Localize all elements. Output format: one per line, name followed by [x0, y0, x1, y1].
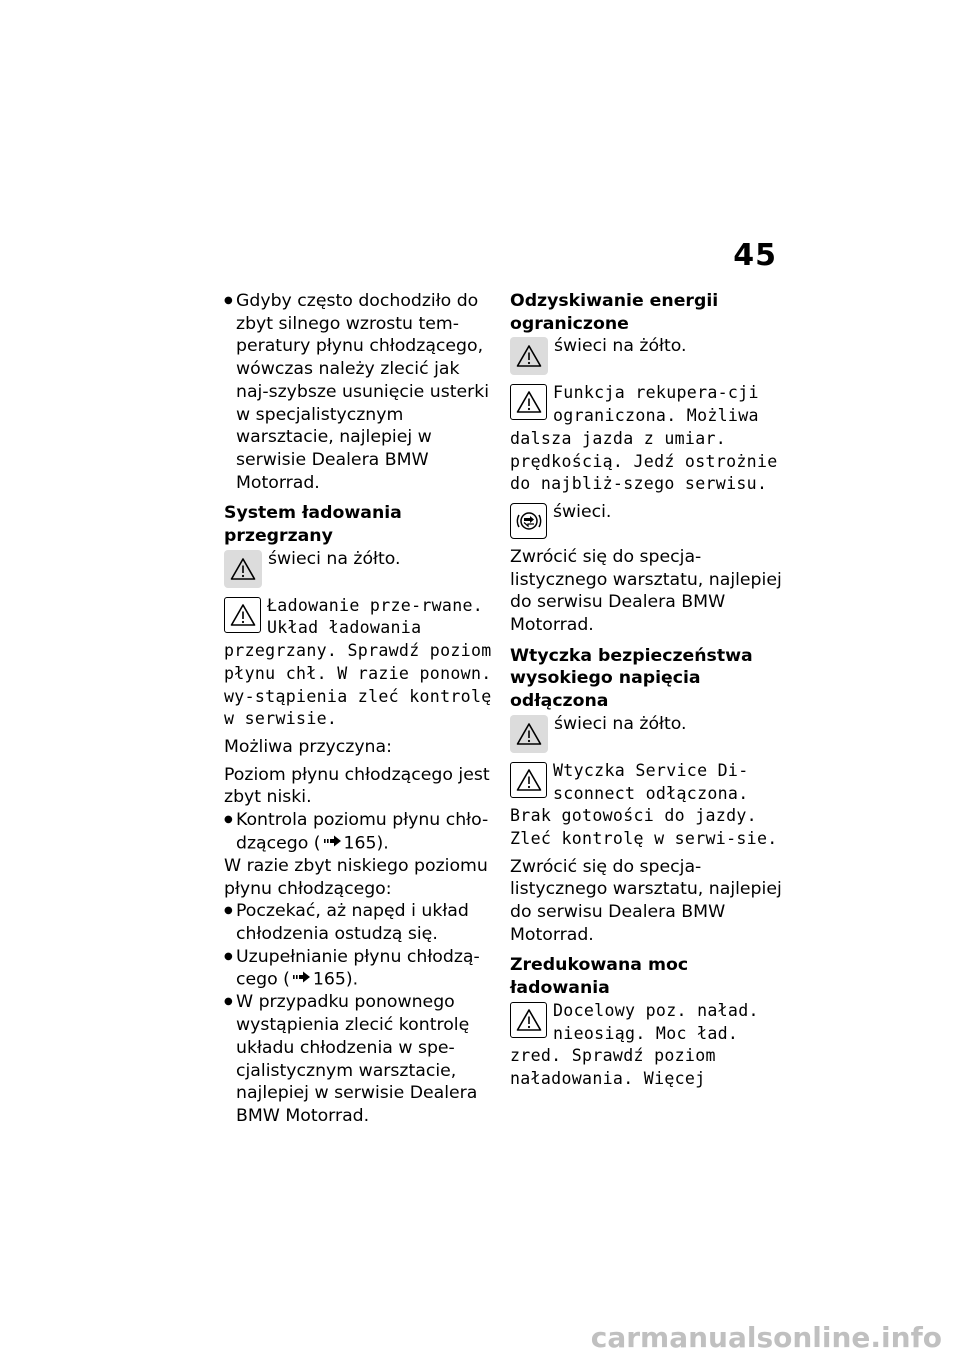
display-text: Funkcja rekupera-cji ograniczona. Możliwa dalsza jazda z umiar. prędkością. Jedź ostrożnie do najbliż-szego serwisu. — [510, 383, 778, 494]
action-text: Zwrócić się do specja-listycznego warsztatu, najlepiej do serwisu Dealera BMW Motorrad. — [510, 546, 782, 636]
lamp-row — [510, 713, 790, 755]
lamp-status-text: świeci na żółto. — [268, 548, 401, 569]
check-coolant-bullet — [224, 809, 494, 855]
section-heading-hv-plug-disconnected: Wtyczka bezpieczeństwa wysokiego napięcia odłączona — [510, 645, 753, 712]
check-coolant-page[interactable]: 165). — [343, 833, 389, 854]
lamp-row — [510, 501, 790, 541]
watermark: carmanualsonline.info — [590, 1321, 942, 1354]
display-message — [224, 595, 494, 731]
page-reference-arrow-icon[interactable] — [292, 968, 311, 991]
lamp-status-text: świeci na żółto. — [554, 336, 687, 357]
warning-triangle-outline-icon — [510, 762, 547, 798]
display-message — [510, 382, 790, 496]
warning-triangle-icon — [510, 337, 548, 375]
display-message — [510, 1000, 790, 1091]
page-number: 45 — [733, 238, 777, 273]
refill-coolant-text: Uzupełnianie płynu chłodzą-cego ( — [236, 946, 480, 990]
warning-triangle-outline-icon — [510, 1002, 547, 1038]
display-text: Ładowanie prze-rwane. Układ ładowania przegrzany. Sprawdź poziom płynu chł. W razie ponown. wy-stąpienia zleć kontrolę w serwisie. — [224, 595, 492, 729]
page-reference-arrow-icon[interactable] — [323, 832, 342, 855]
section-heading-recuperation-limited: Odzyskiwanie energii ograniczone — [510, 291, 719, 334]
cause-label: Możliwa przyczyna: — [224, 736, 392, 757]
display-text: Wtyczka Service Di-sconnect odłączona. Brak gotowości do jazdy. Zleć kontrolę w serwi-sie. — [510, 760, 778, 848]
display-text: Docelowy poz. naład. nieosiąg. Moc ład. zred. Sprawdź poziom naładowania. Więcej — [510, 1000, 759, 1088]
lamp-row — [224, 548, 494, 590]
left-column — [224, 290, 494, 1128]
step-wait-cool: ● Poczekać, aż napęd i układ chłodzenia ostudzą się. — [224, 900, 494, 945]
right-column — [510, 290, 790, 1091]
refill-coolant-page[interactable]: 165). — [312, 969, 359, 990]
lamp-row — [510, 335, 790, 377]
lamp-status-text: świeci na żółto. — [554, 713, 687, 734]
lamp-status-text: świeci. — [553, 501, 612, 522]
warning-triangle-icon — [510, 715, 548, 753]
action-text: Zwrócić się do specja-listycznego warsztatu, najlepiej do serwisu Dealera BMW Motorrad. — [510, 856, 782, 945]
section-heading-reduced-charging-power: Zredukowana moc ładowania — [510, 955, 689, 999]
intro-bullet: ● Gdyby często dochodziło do zbyt silnego wzrostu tem-peratury płynu chłodzącego, wówczas należy zlecić jak naj-szybsze usunięcie usterki w specjalistycznym warsztacie, najlepiej w serwisie Dealera BMW Motorrad. — [224, 290, 494, 494]
section-heading-charging-overheated: System ładowania przegrzany — [224, 503, 402, 547]
step-workshop-check: ● W przypadku ponownego wystąpienia zlecić kontrolę układu chłodzenia w spe-cjalistycznym warsztacie, najlepiej w serwisie Dealera BMW Motorrad. — [224, 991, 494, 1127]
step-refill-coolant — [224, 946, 494, 992]
recuperation-lamp-icon — [510, 503, 547, 539]
check-coolant-text: Kontrola poziomu płynu chło-dzącego ( — [236, 810, 489, 854]
warning-triangle-outline-icon — [510, 384, 547, 420]
warning-triangle-icon — [224, 550, 262, 588]
display-message — [510, 760, 790, 851]
warning-triangle-outline-icon — [224, 597, 261, 633]
if-low-text: W razie zbyt niskiego poziomu płynu chłodzącego: — [224, 855, 488, 899]
cause-text: Poziom płynu chłodzącego jest zbyt niski. — [224, 764, 490, 808]
